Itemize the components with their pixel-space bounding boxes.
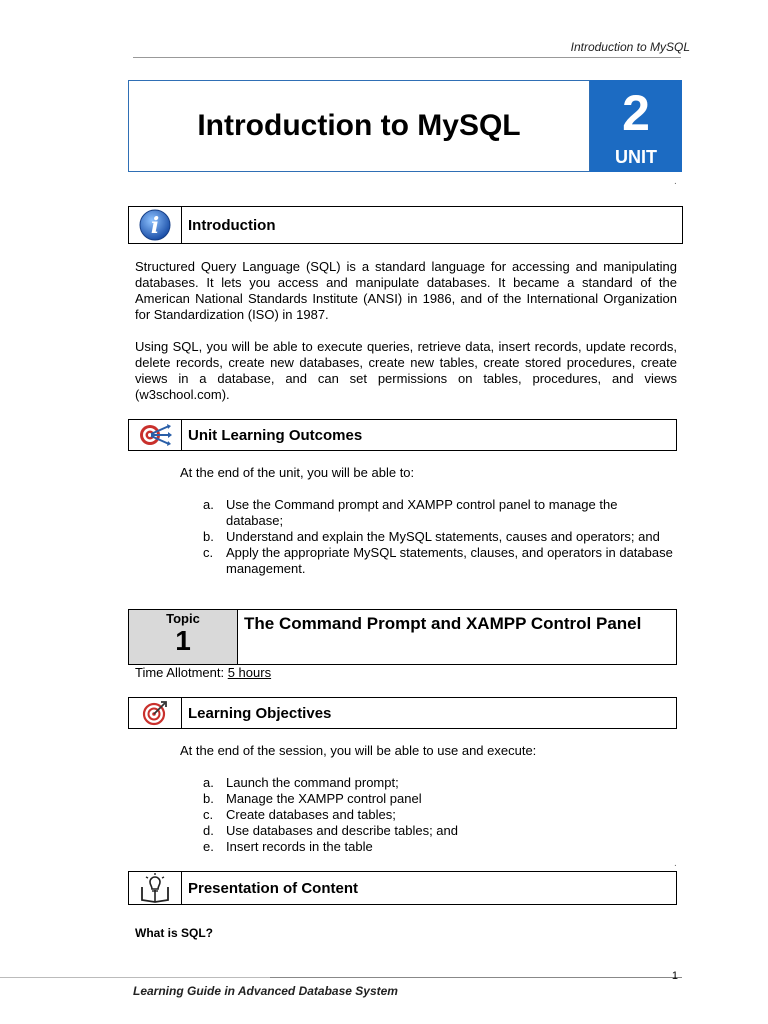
svg-text:i: i xyxy=(150,213,160,239)
list-marker: d. xyxy=(203,823,214,838)
target-arrows-icon xyxy=(129,420,182,450)
list-text: Apply the appropriate MySQL statements, clauses, and operators in database management. xyxy=(226,545,673,576)
target-icon xyxy=(129,698,182,728)
list-marker: b. xyxy=(203,791,214,806)
objectives-list xyxy=(203,775,673,855)
topic-box xyxy=(128,609,677,665)
footer-rule xyxy=(270,977,682,978)
objectives-header xyxy=(128,697,677,729)
topic-number: 1 xyxy=(175,625,191,656)
presentation-header xyxy=(128,871,677,905)
stray-dot: . xyxy=(674,858,677,869)
topic-number-cell xyxy=(129,610,238,664)
unit-title: Introduction to MySQL xyxy=(128,80,590,172)
outcomes-heading: Unit Learning Outcomes xyxy=(188,426,363,444)
running-header: Introduction to MySQL xyxy=(570,40,690,54)
list-text: Create databases and tables; xyxy=(226,807,396,822)
unit-badge xyxy=(590,80,682,172)
list-text: Manage the XAMPP control panel xyxy=(226,791,422,806)
outcomes-intro: At the end of the unit, you will be able to: xyxy=(180,465,415,480)
list-marker: a. xyxy=(203,775,214,790)
list-item xyxy=(203,791,673,807)
list-item xyxy=(203,529,673,545)
topic-label: Topic xyxy=(166,611,200,626)
list-marker: c. xyxy=(203,545,214,560)
page-number: 1 xyxy=(671,970,678,982)
outcomes-header xyxy=(128,419,677,451)
list-text: Use databases and describe tables; and xyxy=(226,823,458,838)
list-text: Understand and explain the MySQL statements, causes and operators; and xyxy=(226,529,660,544)
introduction-paragraph-2: Using SQL, you will be able to execute queries, retrieve data, insert records, update records, delete records, create new databases, create new tables, create stored procedures, create views in a database, and can set permissions on tables, procedures, and views (w3school.com). xyxy=(135,339,677,402)
footer-title: Learning Guide in Advanced Database System xyxy=(133,984,398,998)
introduction-paragraph-1: Structured Query Language (SQL) is a standard language for accessing and manipulating databases. It lets you access and manipulate databases. It became a standard of the American National Standards Institute (ANSI) in 1986, and of the International Organization for Standardization (ISO) in 1987. xyxy=(135,259,677,322)
stray-dot: . xyxy=(674,176,677,187)
info-icon xyxy=(129,207,182,243)
time-allotment-value: 5 hours xyxy=(227,665,272,680)
topic-title: The Command Prompt and XAMPP Control Panel xyxy=(244,614,642,633)
list-item xyxy=(203,545,673,577)
book-lightbulb-icon xyxy=(129,872,182,904)
list-item xyxy=(203,775,673,791)
list-marker: c. xyxy=(203,807,214,822)
time-allotment xyxy=(135,665,271,681)
list-item xyxy=(203,497,673,529)
outcomes-list xyxy=(203,497,673,577)
list-text: Insert records in the table xyxy=(226,839,373,854)
list-text: Use the Command prompt and XAMPP control panel to manage the database; xyxy=(226,497,618,528)
list-item xyxy=(203,839,673,855)
list-item xyxy=(203,807,673,823)
introduction-heading: Introduction xyxy=(188,216,276,234)
header-rule xyxy=(133,57,681,58)
list-item xyxy=(203,823,673,839)
unit-number: 2 xyxy=(622,85,650,141)
time-allotment-label: Time Allotment: xyxy=(135,665,228,680)
list-text: Launch the command prompt; xyxy=(226,775,399,790)
presentation-heading: Presentation of Content xyxy=(188,879,359,897)
list-marker: b. xyxy=(203,529,214,544)
introduction-header xyxy=(128,206,683,244)
objectives-intro: At the end of the session, you will be able to use and execute: xyxy=(180,743,537,758)
list-marker: a. xyxy=(203,497,214,512)
subheading-what-is-sql: What is SQL? xyxy=(135,926,213,940)
unit-label: UNIT xyxy=(615,147,657,167)
list-marker: e. xyxy=(203,839,214,854)
objectives-heading: Learning Objectives xyxy=(188,704,332,722)
